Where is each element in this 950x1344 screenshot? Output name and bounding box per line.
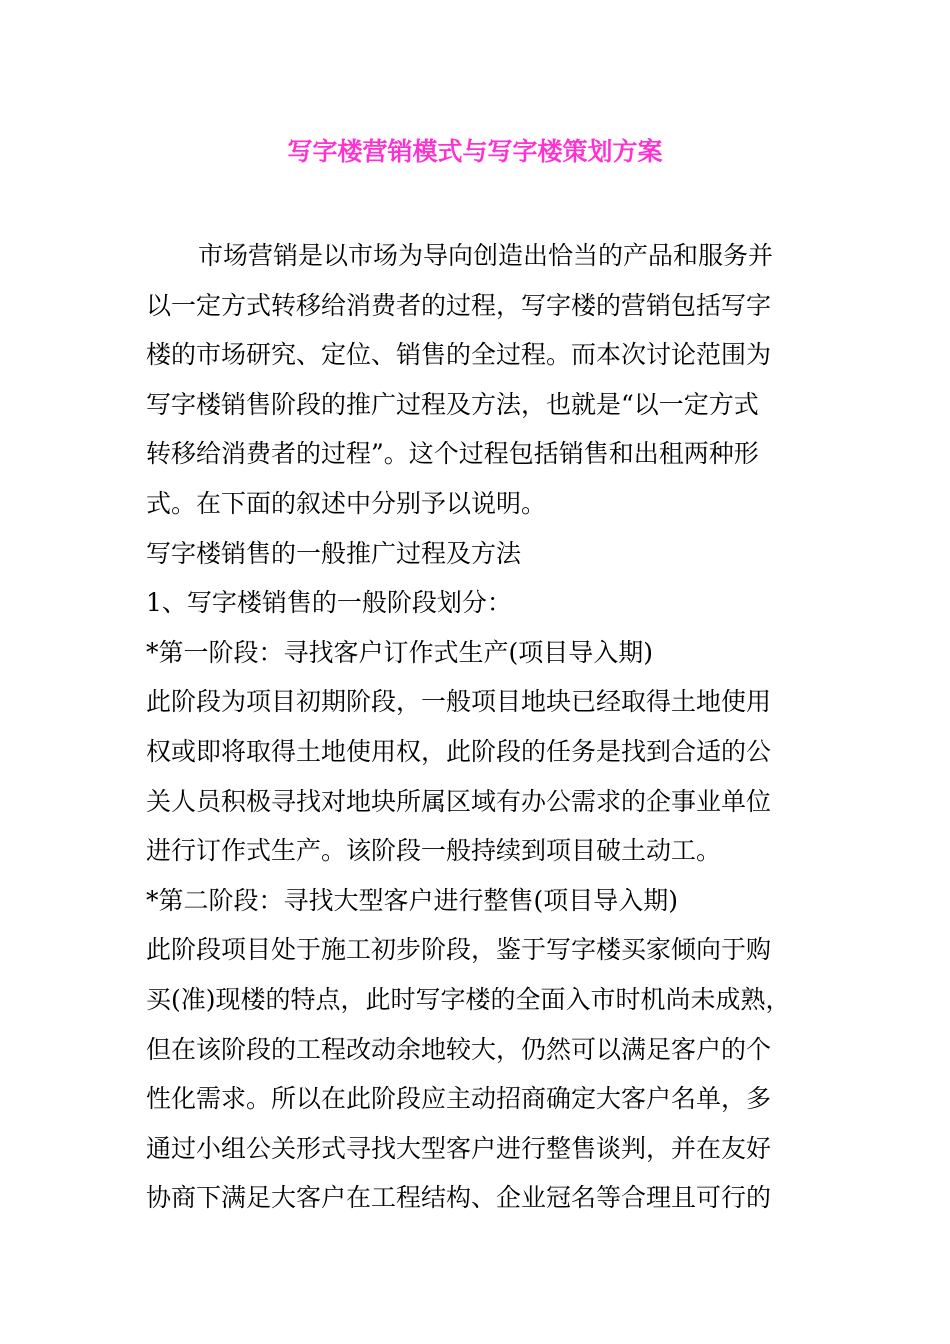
document-title: 写字楼营销模式与写字楼策划方案 <box>287 137 663 166</box>
paragraph-line: 式。在下面的叙述中分别予以说明。 <box>146 488 547 518</box>
stage-heading: *第二阶段：寻找大型客户进行整售(项目导入期) <box>146 885 679 915</box>
paragraph-line: 进行订作式生产。该阶段一般持续到项目破土动工。 <box>146 836 722 866</box>
paragraph-line: 转移给消费者的过程”。这个过程包括销售和出租两种形 <box>146 439 759 469</box>
paragraph-line: 协商下满足大客户在工程结构、企业冠名等合理且可行的 <box>146 1183 772 1213</box>
subsection-heading: 1、写字楼销售的一般阶段划分： <box>146 588 512 618</box>
paragraph-line: 通过小组公关形式寻找大型客户进行整售谈判，并在友好 <box>146 1133 772 1163</box>
paragraph-line: 市场营销是以市场为导向创造出恰当的产品和服务并 <box>198 241 774 270</box>
paragraph-line: 此阶段为项目初期阶段，一般项目地块已经取得土地使用 <box>146 687 772 717</box>
section-heading: 写字楼销售的一般推广过程及方法 <box>146 538 522 568</box>
paragraph-line: 以一定方式转移给消费者的过程，写字楼的营销包括写字 <box>146 290 772 320</box>
document-body <box>146 231 806 1223</box>
stage-heading: *第一阶段：寻找客户订作式生产(项目导入期) <box>146 637 654 667</box>
paragraph-line: 此阶段项目处于施工初步阶段，鉴于写字楼买家倾向于购 <box>146 935 772 965</box>
paragraph-line: 权或即将取得土地使用权，此阶段的任务是找到合适的公 <box>146 736 772 766</box>
paragraph-line: 关人员积极寻找对地块所属区域有办公需求的企事业单位 <box>146 786 772 816</box>
paragraph-line: 买(准)现楼的特点，此时写字楼的全面入市时机尚未成熟， <box>146 984 791 1014</box>
paragraph-line: 楼的市场研究、定位、销售的全过程。而本次讨论范围为 <box>146 340 772 370</box>
paragraph-line: 性化需求。所以在此阶段应主动招商确定大客户名单，多 <box>146 1084 772 1114</box>
paragraph-line: 写字楼销售阶段的推广过程及方法，也就是“以一定方式 <box>146 389 759 419</box>
paragraph-line: 但在该阶段的工程改动余地较大，仍然可以满足客户的个 <box>146 1034 772 1064</box>
